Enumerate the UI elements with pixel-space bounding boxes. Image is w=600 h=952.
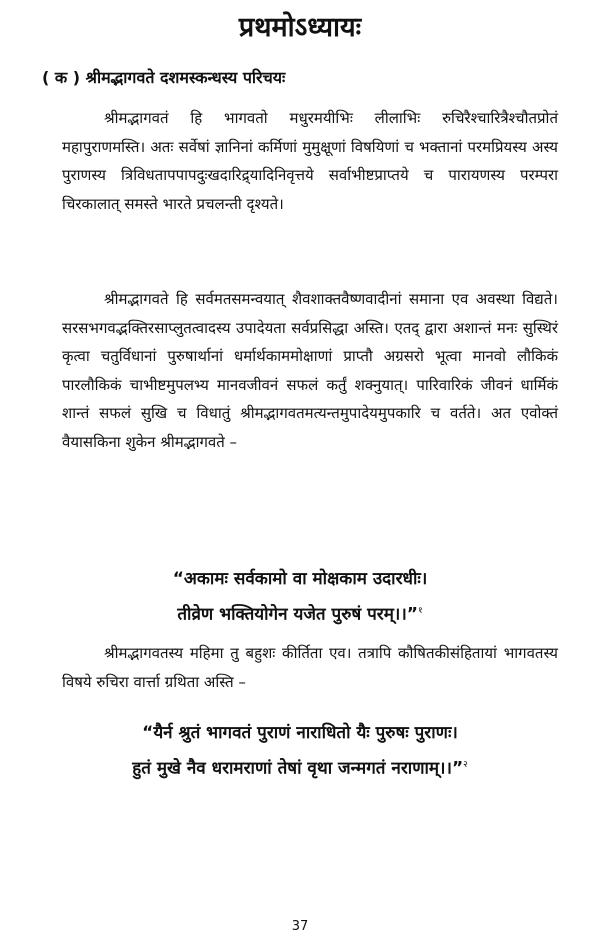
footnote-marker-2: २ — [463, 760, 468, 770]
section-heading: ( क ) श्रीमद्भागवते दशमस्कन्धस्य परिचयः — [42, 68, 286, 87]
verse-1-line-2-text: तीव्रेण भक्तियोगेन यजेत पुरुषं परम्।।” — [177, 604, 418, 625]
paragraph-1: श्रीमद्भागवतं हि भागवतो मधुरमयीभिः लीलाभिः रुचिरैश्चारित्रैश्चौतप्रोतं महापुराणमस्ति। अतः सर्वेषां ज्ञानिनां कर्मिणां मुमुक्षूणां विषयिणां च भक्तानां परमप्रियस्य अस्य पुराणस्य त्रिविधतापपापदुःखदारिद्र्यादिनिवृत्तये सर्वाभीष्टप्राप्तये च पारायणस्य परम्परा चिरकालात् समस्ते भारते प्रचलन्ती दृश्यते। — [62, 109, 558, 213]
verse-2-line-1: “यैर्न श्रुतं भागवतं पुराणं नाराधितो यैः पुरुषः पुराणः। — [142, 723, 458, 743]
verse-quote-2 — [0, 717, 600, 785]
page-number: 37 — [291, 919, 309, 934]
verse-2-line-2-text: हुतं मुखे नैव धरामराणां तेषां वृथा जन्मगतं नराणाम्।।” — [132, 758, 464, 779]
verse-1-line-1: “अकामः सर्वकामो वा मोक्षकाम उदारधीः। — [172, 569, 428, 589]
verse-1-line-2 — [0, 595, 600, 631]
verse-2-line-2 — [0, 749, 600, 785]
paragraph-2: श्रीमद्भागवते हि सर्वमतसमन्वयात् शैवशाक्तवैष्णवादीनां समाना एव अवस्था विद्यते। सरसभगवद्भक्तिरसाप्लुतत्वादस्य उपादेयता सर्वप्रसिद्धा अस्ति। एतद् द्वारा अशान्तं मनः सुस्थिरं कृत्वा चतुर्विधानां पुरुषार्थानां धर्मार्थकाममोक्षाणां प्राप्तौ अग्रसरो भूत्वा मानवो लौकिकं पारलौकिकं चाभीष्टमुपलभ्य मानवजीवनं सफलं कर्तुं शक्नुयात्। पारिवारिकं जीवनं धार्मिकं शान्तं सफलं सुखि च विधातुं श्रीमद्भागवतमत्यन्तमुपादेयमुपकारि च वर्तते। अत एवोक्तं वैयासकिना शुकेन श्रीमद्भागवते – — [62, 290, 558, 451]
verse-quote-1 — [0, 563, 600, 631]
footnote-marker-1: १ — [417, 606, 423, 616]
chapter-title: प्रथमोऽध्यायः — [238, 12, 362, 43]
paragraph-3: श्रीमद्भागवतस्य महिमा तु बहुशः कीर्तिता एव। तत्रापि कौषितकीसंहितायां भागवतस्य विषये रुचिरा वार्त्ता ग्रथिता अस्ति – — [62, 644, 558, 691]
